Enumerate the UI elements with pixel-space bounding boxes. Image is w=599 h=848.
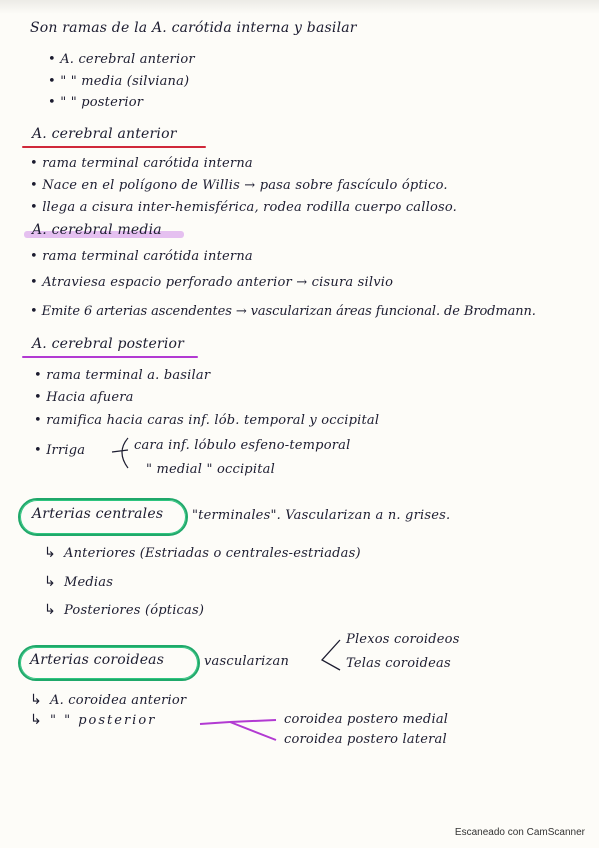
centrales-desc: "terminales". Vascularizan a n. grises. [192, 508, 451, 523]
heading-posterior: A. cerebral posterior [32, 336, 185, 352]
centrales-item: Posteriores (ópticas) [64, 603, 205, 618]
list-item-media: • " " media (silviana) [48, 74, 190, 89]
posterior-branch-bracket [230, 720, 276, 740]
centrales-item: Anteriores (Estriadas o centrales-estriadas) [64, 546, 361, 561]
hook-arrow-icon: ↳ [30, 712, 42, 728]
posterior-branch: coroidea postero lateral [284, 732, 447, 747]
coroideas-item: " " posterior [50, 713, 157, 728]
posterior-branch-stem [200, 722, 230, 724]
list-item-anterior: • A. cerebral anterior [48, 52, 195, 67]
coroideas-target: Plexos coroideos [346, 632, 460, 647]
intro-line: Son ramas de la A. carótida interna y basilar [30, 20, 357, 36]
hook-arrow-icon: ↳ [44, 545, 56, 561]
media-item: • Atraviesa espacio perforado anterior → cisura silvio [30, 275, 394, 290]
coroideas-label: Arterias coroideas [30, 652, 165, 668]
heading-media: A. cerebral media [32, 222, 162, 238]
anterior-item: • Nace en el polígono de Willis → pasa sobre fascículo óptico. [30, 178, 448, 193]
scanner-watermark: Escaneado con CamScanner [454, 827, 585, 838]
hook-arrow-icon: ↳ [30, 692, 42, 708]
coroideas-bracket [322, 640, 340, 670]
anterior-item: • rama terminal carótida interna [30, 156, 253, 171]
posterior-item: • ramifica hacia caras inf. lób. temporal y occipital [34, 413, 380, 428]
coroideas-item: A. coroidea anterior [50, 693, 187, 708]
coroideas-desc: vascularizan [204, 654, 290, 669]
hook-arrow-icon: ↳ [44, 602, 56, 618]
media-item: • rama terminal carótida interna [30, 249, 253, 264]
heading-anterior: A. cerebral anterior [32, 126, 177, 142]
posterior-item: • rama terminal a. basilar [34, 368, 211, 383]
hook-arrow-icon: ↳ [44, 574, 56, 590]
anterior-item: • llega a cisura inter-hemisférica, rodea rodilla cuerpo calloso. [30, 200, 458, 215]
irriga-bracket [112, 438, 128, 468]
posterior-branch: coroidea postero medial [284, 712, 449, 727]
centrales-label: Arterias centrales [32, 506, 164, 522]
posterior-item: • Hacia afuera [34, 390, 134, 405]
centrales-item: Medias [64, 575, 114, 590]
list-item-posterior: • " " posterior [48, 95, 144, 110]
irriga-branch: cara inf. lóbulo esfeno-temporal [134, 438, 351, 453]
posterior-item-irriga: • Irriga [34, 443, 86, 458]
media-item: • Emite 6 arterias ascendentes → vascularizan áreas funcional. de Brodmann. [30, 304, 536, 319]
coroideas-target: Telas coroideas [346, 656, 451, 671]
irriga-branch: " medial " occipital [146, 462, 275, 477]
